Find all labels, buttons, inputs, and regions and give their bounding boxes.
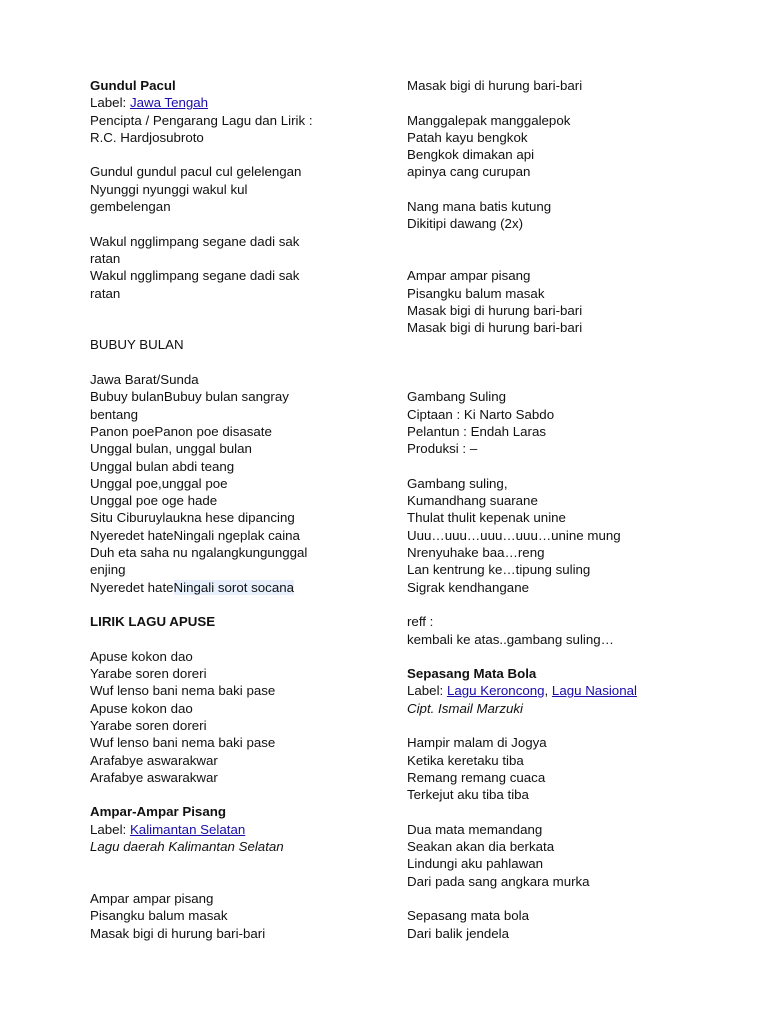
lyric-line: Wuf lenso bani nema baki pase [90, 735, 276, 751]
singer-line: Pelantun : Endah Laras [407, 423, 546, 439]
production-line: Produksi : – [407, 441, 478, 457]
lyric-line: gembelengan [90, 199, 171, 215]
lyric-line: Lindungi aku pahlawan [407, 856, 544, 872]
lyric-line: Masak bigi di hurung bari-bari [407, 78, 583, 93]
lyric-line: Dari pada sang angkara murka [407, 873, 590, 889]
lyric-line: Manggalepak manggalepok [407, 112, 571, 128]
song-subtitle: Lagu daerah Kalimantan Selatan [90, 839, 284, 855]
song-title-sepasang-mata-bola: Sepasang Mata Bola [407, 666, 537, 682]
label-line-gundul [90, 94, 352, 111]
song-title-gambang-suling: Gambang Suling [407, 389, 507, 405]
selected-text-highlight: Ningali sorot socana [173, 579, 295, 595]
lyric-line: Sepasang mata bola [407, 908, 529, 924]
lyric-line: Situ Ciburuylaukna hese dipancing [90, 510, 295, 526]
lyric-line: Ketika keretaku tiba [407, 752, 524, 768]
lyric-line: Wakul ngglimpang segane dadi sak [90, 268, 300, 284]
lyric-line: Terkejut aku tiba tiba [407, 787, 529, 803]
lyric-line: Uuu…uuu…uuu…uuu…unine mung [407, 527, 621, 543]
reff-label: reff : [407, 614, 434, 630]
lyric-line: Nrenyuhake baa…reng [407, 545, 545, 561]
lyric-line: enjing [90, 562, 126, 578]
lyric-line: Apuse kokon dao [90, 648, 193, 664]
lyric-line: Masak bigi di hurung bari-bari [407, 320, 583, 336]
label-prefix: Label: [90, 95, 130, 111]
lyric-line: Duh eta saha nu ngalangkungunggal [90, 545, 308, 561]
creator-name: R.C. Hardjosubroto [90, 129, 204, 145]
label-link-lagu-keroncong[interactable]: Lagu Keroncong [446, 683, 545, 699]
lyric-line-highlighted [90, 579, 352, 596]
lyric-line: Arafabye aswarakwar [90, 769, 218, 785]
lyric-line: Unggal poe oge hade [90, 493, 218, 509]
song-title-apuse: LIRIK LAGU APUSE [90, 614, 216, 630]
lyric-line: ratan [90, 285, 121, 301]
lyric-line: Wakul ngglimpang segane dadi sak [90, 233, 300, 249]
song-title-ampar-ampar-pisang: Ampar-Ampar Pisang [90, 804, 226, 820]
composer-line: Cipt. Ismail Marzuki [407, 700, 523, 716]
lyric-line: Pisangku balum masak [90, 908, 228, 924]
song-title-gundul-pacul: Gundul Pacul [90, 78, 176, 93]
lyric-line: Unggal poe,unggal poe [90, 475, 228, 491]
lyric-line: apinya cang curupan [407, 164, 531, 180]
region-line: Jawa Barat/Sunda [90, 372, 199, 388]
lyric-line: Nang mana batis kutung [407, 199, 552, 215]
left-column [90, 77, 352, 942]
creator-line: Pencipta / Pengarang Lagu dan Lirik : [90, 112, 313, 128]
label-link-lagu-nasional[interactable]: Lagu Nasional [551, 683, 637, 699]
lyric-line: Wuf lenso bani nema baki pase [90, 683, 276, 699]
lyric-line: Arafabye aswarakwar [90, 752, 218, 768]
lyric-line: Hampir malam di Jogya [407, 735, 547, 751]
label-link-kalimantan-selatan[interactable]: Kalimantan Selatan [129, 821, 246, 837]
lyric-line: Apuse kokon dao [90, 700, 193, 716]
lyric-line: Gambang suling, [407, 475, 508, 491]
lyric-line: Thulat thulit kepenak unine [407, 510, 566, 526]
label-link-jawa-tengah[interactable]: Jawa Tengah [129, 95, 209, 111]
lyric-fragment: Nyeredet hate [90, 579, 174, 595]
lyric-line: Ampar ampar pisang [90, 890, 214, 906]
lyric-line: Yarabe soren doreri [90, 666, 207, 682]
lyric-line: Kumandhang suarane [407, 493, 538, 509]
lyric-line: Bubuy bulanBubuy bulan sangray [90, 389, 289, 405]
lyric-line: Gundul gundul pacul cul gelelengan [90, 164, 302, 180]
lyric-line: Seakan akan dia berkata [407, 839, 555, 855]
lyric-line: Patah kayu bengkok [407, 129, 528, 145]
song-title-bubuy-bulan: BUBUY BULAN [90, 337, 184, 353]
lyric-line: Masak bigi di hurung bari-bari [90, 925, 266, 941]
reff-line: kembali ke atas..gambang suling… [407, 631, 614, 647]
lyric-line: Yarabe soren doreri [90, 717, 207, 733]
lyric-line: bentang [90, 406, 139, 422]
lyric-line: Dua mata memandang [407, 821, 543, 837]
label-line-ampar [90, 821, 352, 838]
label-separator: , [544, 683, 552, 699]
lyric-line: Ampar ampar pisang [407, 268, 531, 284]
lyric-line: Panon poePanon poe disasate [90, 423, 272, 439]
lyric-line: Nyunggi nyunggi wakul kul [90, 181, 248, 197]
right-column [407, 77, 707, 942]
lyric-line: Masak bigi di hurung bari-bari [407, 302, 583, 318]
lyric-line: Pisangku balum masak [407, 285, 545, 301]
lyric-line: Dikitipi dawang (2x) [407, 216, 524, 232]
label-prefix: Label: [90, 821, 130, 837]
label-line-sepasang [407, 682, 707, 699]
lyric-line: Unggal bulan abdi teang [90, 458, 235, 474]
lyric-line: Lan kentrung ke…tipung suling [407, 562, 591, 578]
lyric-line: ratan [90, 250, 121, 266]
label-prefix: Label: [407, 683, 447, 699]
lyric-line: Remang remang cuaca [407, 769, 546, 785]
lyric-line: Dari balik jendela [407, 925, 509, 941]
lyric-line: Bengkok dimakan api [407, 147, 535, 163]
lyric-line: Nyeredet hateNingali ngeplak caina [90, 527, 300, 543]
lyric-line: Sigrak kendhangane [407, 579, 529, 595]
composer-line: Ciptaan : Ki Narto Sabdo [407, 406, 555, 422]
lyric-line: Unggal bulan, unggal bulan [90, 441, 252, 457]
